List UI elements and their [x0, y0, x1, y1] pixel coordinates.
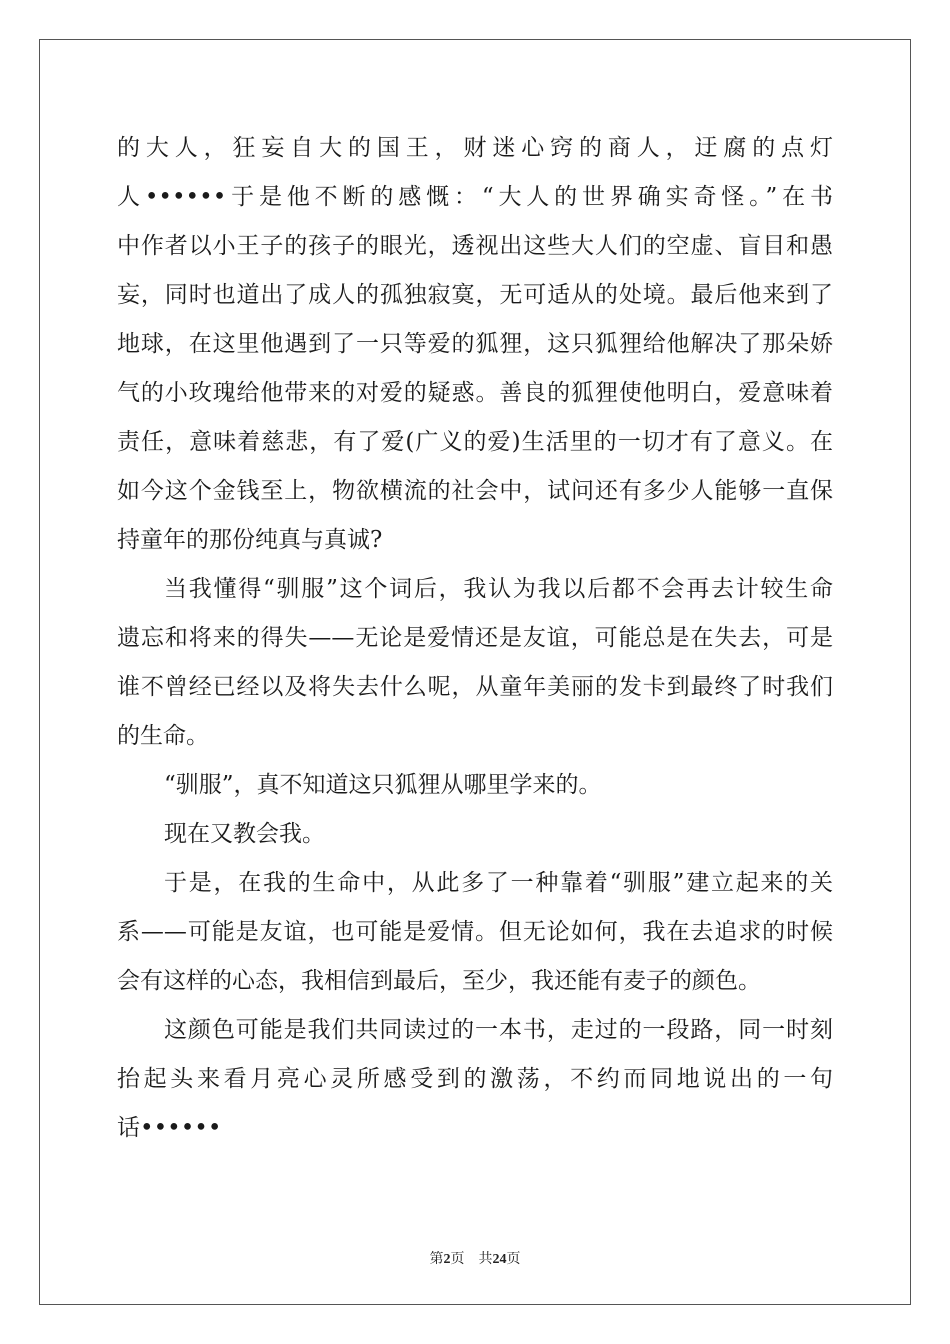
text-line-1: 的大人，狂妄自大的国王，财迷心窍的商人，迂腐的点灯: [117, 135, 833, 161]
text-line-2: 人••••••于是他不断的感慨：“大人的世界确实奇怪。”在书: [117, 184, 833, 210]
document-body: [117, 124, 833, 1153]
text-line-8: 如今这个金钱至上，物欲横流的社会中，试问还有多少人能够一直保: [117, 478, 833, 504]
text-line-18: 会有这样的心态，我相信到最后，至少，我还能有麦子的颜色。: [117, 968, 761, 994]
text-line-12: 谁不曾经已经以及将失去什么呢，从童年美丽的发卡到最终了时我们: [117, 674, 833, 700]
page-suffix: 页: [450, 1252, 465, 1267]
total-prefix: 共: [478, 1252, 493, 1267]
text-line-17: 系——可能是友谊，也可能是爱情。但无论如何，我在去追求的时候: [117, 919, 833, 945]
text-line-19: 这颜色可能是我们共同读过的一本书，走过的一段路，同一时刻: [164, 1017, 833, 1043]
text-line-10: 当我懂得“驯服”这个词后，我认为我以后都不会再去计较生命: [164, 576, 833, 602]
text-line-21: 话••••••: [117, 1115, 222, 1141]
text-line-7: 责任，意味着慈悲，有了爱(广义的爱)生活里的一切才有了意义。在: [117, 429, 833, 455]
text-line-4: 妄，同时也道出了成人的孤独寂寞，无可适从的处境。最后他来到了: [117, 282, 833, 308]
text-line-13: 的生命。: [117, 723, 209, 749]
text-line-16: 于是，在我的生命中，从此多了一种靠着“驯服”建立起来的关: [164, 870, 833, 896]
total-suffix: 页: [506, 1252, 521, 1267]
text-line-3: 中作者以小王子的孩子的眼光，透视出这些大人们的空虚、盲目和愚: [117, 233, 833, 259]
text-line-11: 遗忘和将来的得失——无论是爱情还是友谊，可能总是在失去，可是: [117, 625, 833, 651]
page-prefix: 第: [429, 1252, 444, 1267]
page-number: 2: [443, 1252, 451, 1267]
total-pages: 24: [492, 1252, 507, 1267]
text-line-5: 地球，在这里他遇到了一只等爱的狐狸，这只狐狸给他解决了那朵娇: [117, 331, 833, 357]
text-line-6: 气的小玫瑰给他带来的对爱的疑惑。善良的狐狸使他明白，爱意味着: [117, 380, 833, 406]
text-line-14: “驯服”，真不知道这只狐狸从哪里学来的。: [164, 772, 602, 798]
page-footer: [0, 1248, 950, 1268]
text-line-9: 持童年的那份纯真与真诚?: [117, 527, 383, 553]
text-line-20: 抬起头来看月亮心灵所感受到的激荡，不约而同地说出的一句: [117, 1066, 833, 1092]
text-line-15: 现在又教会我。: [164, 821, 325, 847]
